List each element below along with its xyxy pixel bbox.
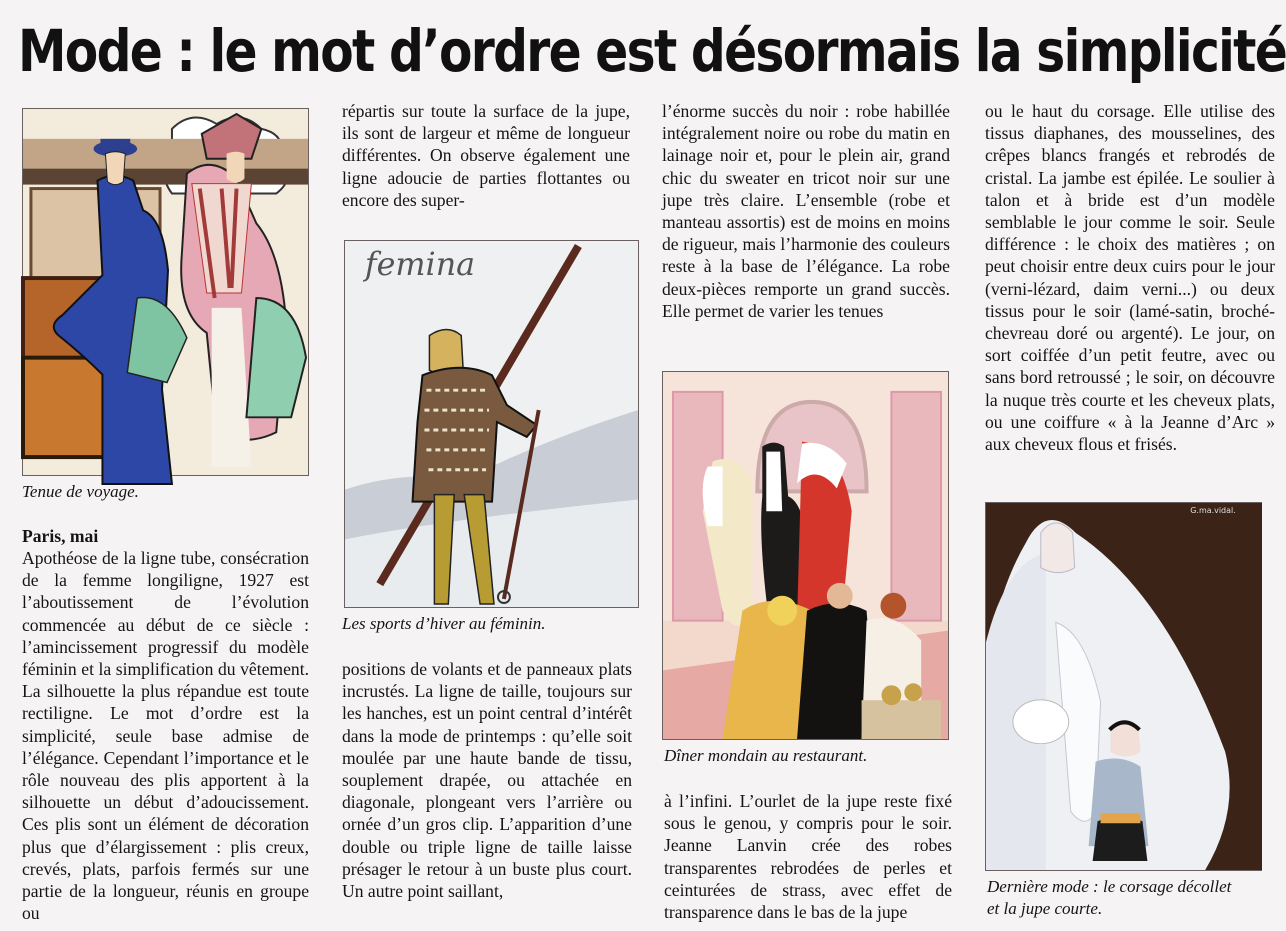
- column-2-top: [342, 100, 630, 234]
- column-3-top: [662, 100, 950, 350]
- bride-signature: G.ma.vidal.: [1190, 505, 1236, 515]
- column-1: [22, 525, 309, 925]
- column-2-text-bottom: positions de volants et de panneaux plats incrustés. La ligne de taille, toujours sur les hanches, est un point central d’intérêt dans la mode de printemps : qu’elle soit moulée par une haute bande de tissu, souplement drapée, ou attachée en diagonale, plongeant vers l’arrière ou ornée d’un gros clip. L’apparition d’une double ou triple ligne de taille laisse présager le retour à un buste plus court. Un autre point saillant,: [342, 659, 632, 902]
- column-2-bottom: [342, 658, 632, 928]
- column-3-text-bottom: à l’infini. L’ourlet de la jupe reste fixé sous le genou, y compris pour le soir. Jeanne Lanvin crée des robes transparentes rebrodées de perles et ceinturées de strass, avec effet de transparence dans le bas de la jupe: [664, 791, 952, 923]
- bride-caption-line-1: Dernière mode : le corsage décollet: [987, 877, 1232, 896]
- dateline: Paris, mai: [22, 526, 99, 546]
- column-4: [985, 100, 1275, 480]
- restaurant-illustration: [662, 371, 949, 740]
- femina-masthead: femina: [364, 245, 476, 283]
- restaurant-caption: Dîner mondain au restaurant.: [664, 746, 868, 765]
- column-3-text-top: l’énorme succès du noir : robe habillée intégralement noire ou robe du matin en lainage noir et, pour le plein air, grand chic du sweater en tricot noir sur une jupe très claire. L’ensemble (robe et manteau assortis) est de moins en moins de rigueur, mais l’harmonie des couleurs reste à la base de l’élégance. La robe deux-pièces remporte un grand succès. Elle permet de varier les tenues: [662, 101, 950, 321]
- travel-caption: Tenue de voyage.: [22, 482, 139, 501]
- column-4-text: ou le haut du corsage. Elle utilise des tissus diaphanes, des mousselines, des crêpes blancs frangés et rebrodés de cristal. La jambe est épilée. Le soulier à talon et à bride est d’un modèle semblable le jour comme le soir. Seule différence : le choix des matières ; on peut choisir entre deux cuirs pour le jour (verni-lézard, daim verni...) ou deux tissus pour le soir (lamé-satin, broché-chevreau doré ou argenté). Le jour, on sort coiffée d’un petit feutre, avec ou sans bord retroussé ; le soir, on découvre la nuque très courte et les cheveux plats, ou une coiffure « à la Jeanne d’Arc » aux cheveux flous et frisés.: [985, 101, 1275, 455]
- column-3-bottom: [664, 790, 952, 928]
- article-title: Mode : le mot d’ordre est désormais la simplicité: [18, 17, 1286, 85]
- column-1-text: Apothéose de la ligne tube, consécration de la femme longiligne, 1927 est l’aboutissement de l’évolution commencée au début de ce siècle : l’amincissement progressif du modèle féminin et la simplification du vêtement. La silhouette la plus répandue est toute rectiligne. Le mot d’ordre est la simplicité, seule base admise de l’élégance. Cependant l’importance et le rôle nouveau des plis apportent à la silhouette un début d’adoucissement. Ces plis sont un élément de décoration plus que d’élargissement : plis creux, crevés, plats, parfois fermés sur une partie de la longueur, réunis en groupe ou: [22, 548, 309, 924]
- column-2-text-top: répartis sur toute la surface de la jupe, ils sont de largeur et même de longueur différentes. On observe également une ligne adoucie de parties flottantes ou encore des super-: [342, 101, 630, 210]
- bride-illustration: [985, 502, 1262, 871]
- travel-illustration: [22, 108, 309, 476]
- femina-cover-illustration: [344, 240, 639, 608]
- bride-caption-line-2: et la jupe courte.: [987, 899, 1103, 918]
- femina-caption: Les sports d’hiver au féminin.: [342, 614, 546, 633]
